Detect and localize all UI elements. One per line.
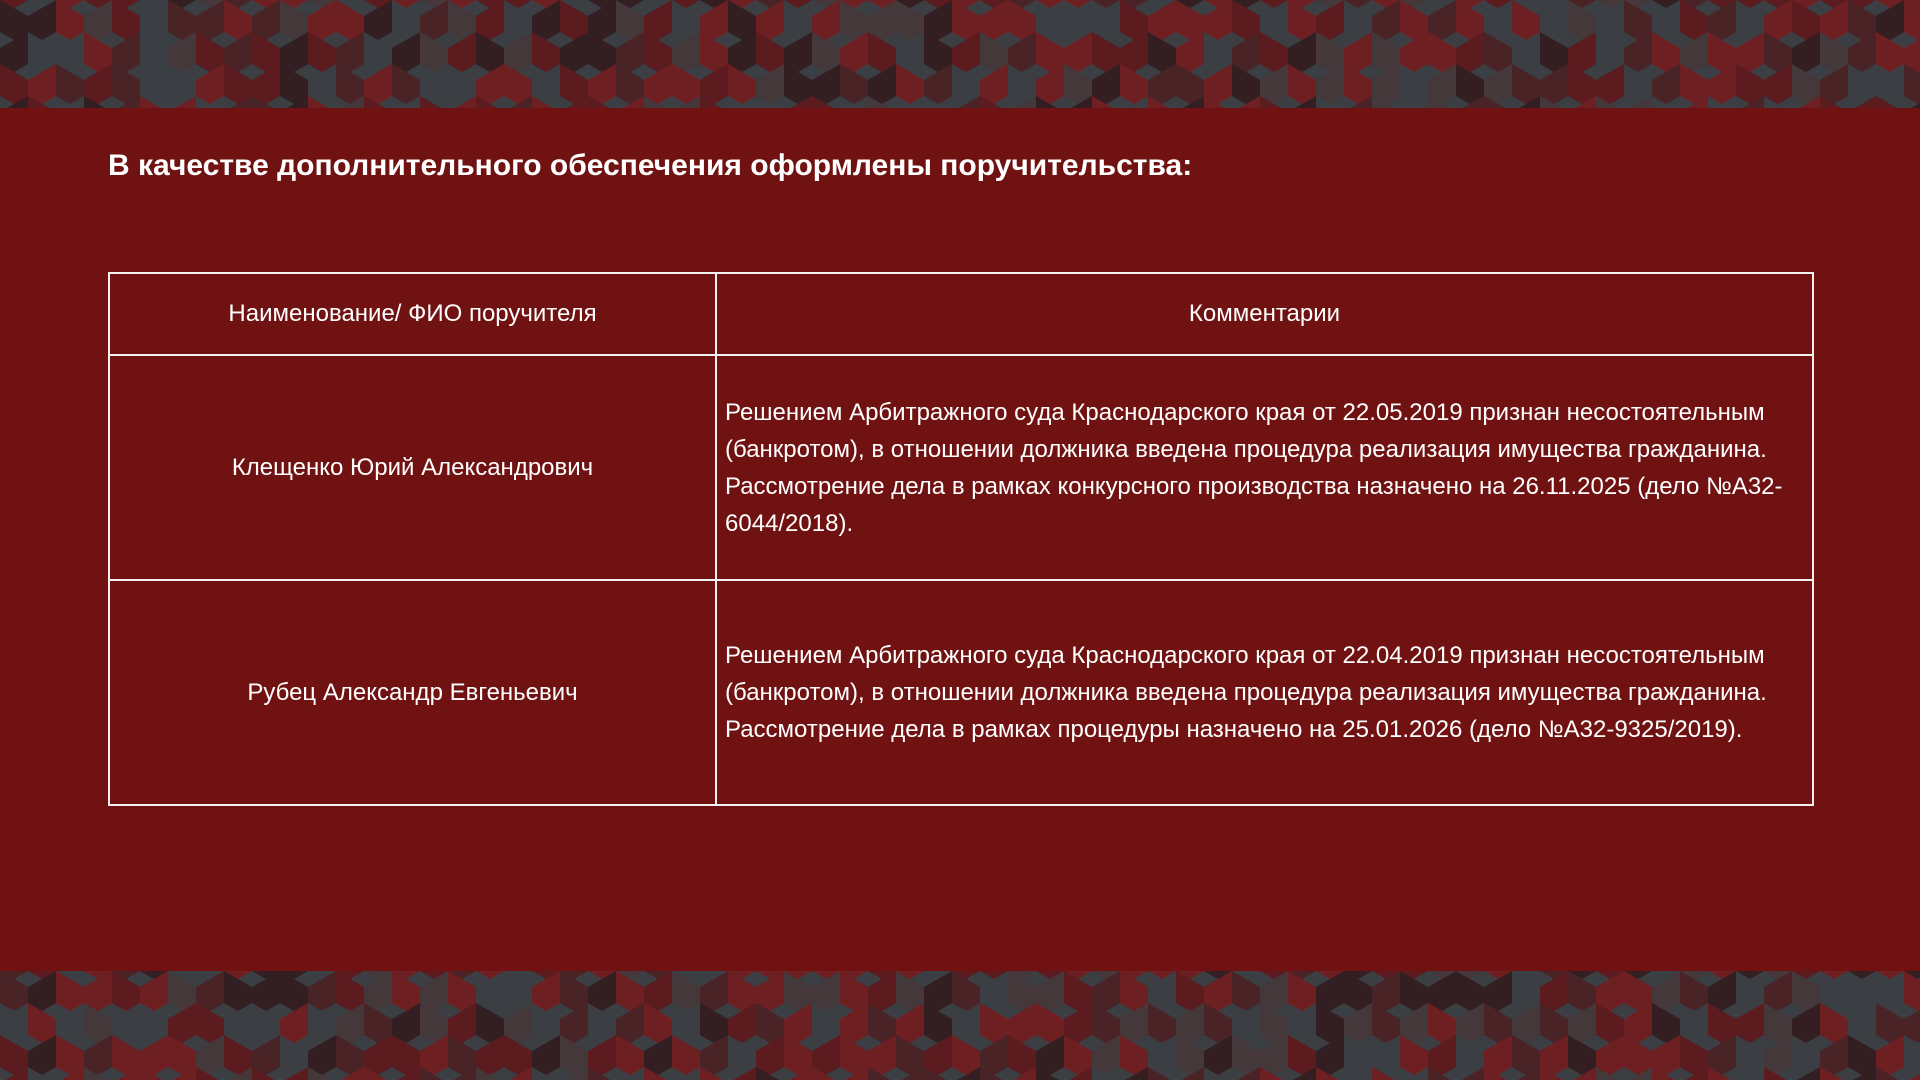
table-header-row — [109, 273, 1813, 355]
guarantor-name-cell: Рубец Александр Евгеньевич — [109, 580, 716, 805]
guarantor-comment-cell: Решением Арбитражного суда Краснодарского края от 22.04.2019 признан несостоятельным (банкротом), в отношении должника введена процедура реализация имущества гражданина. Рассмотрение дела в рамках процедуры назначено на 25.01.2026 (дело №А32-9325/2019). — [716, 580, 1813, 805]
table-row — [109, 355, 1813, 580]
guarantors-table — [108, 272, 1814, 806]
column-header-comment: Комментарии — [716, 273, 1813, 355]
guarantor-name-cell: Клещенко Юрий Александрович — [109, 355, 716, 580]
guarantor-comment-cell: Решением Арбитражного суда Краснодарского края от 22.05.2019 признан несостоятельным (банкротом), в отношении должника введена процедура реализация имущества гражданина. Рассмотрение дела в рамках конкурсного производства назначено на 26.11.2025 (дело №А32-6044/2018). — [716, 355, 1813, 580]
slide-title: В качестве дополнительного обеспечения оформлены поручительства: — [108, 149, 1193, 182]
column-header-name: Наименование/ ФИО поручителя — [109, 273, 716, 355]
table-row — [109, 580, 1813, 805]
decorative-pattern-bottom — [0, 971, 1920, 1080]
decorative-pattern-top — [0, 0, 1920, 108]
